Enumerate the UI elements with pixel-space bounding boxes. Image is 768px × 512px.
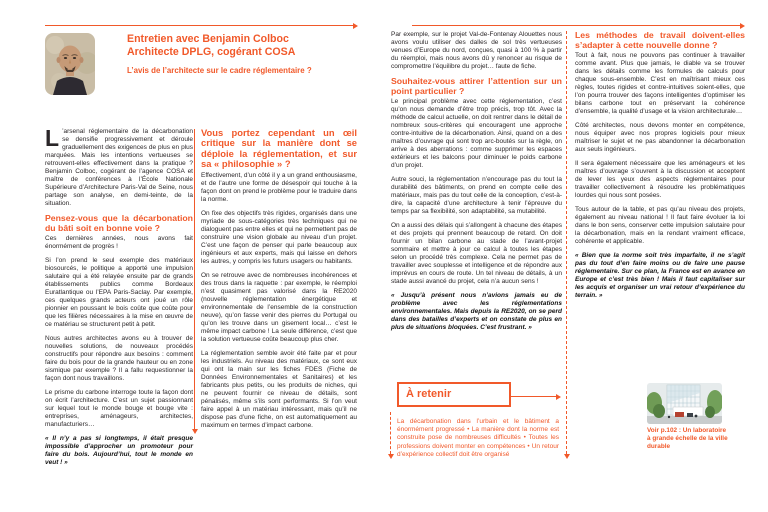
takeaway-connector-line: [510, 396, 556, 397]
question-heading: Les méthodes de travail doivent-elles s’adapter à cette nouvelle donne ?: [575, 30, 745, 50]
title-line1: Entretien avec Benjamin Colboc: [127, 33, 289, 45]
header-rule-left: [45, 25, 353, 26]
arrow-right-icon: [556, 394, 561, 400]
building-photo: [647, 383, 722, 424]
paragraph: Il sera également nécessaire que les aménageurs et les maîtres d’ouvrage s’ouvrent à la discussion et acceptent de lever les yeux des aspects réglementaires pour travailler collectivement à résoudre les problématiques lourdes qui nous sont posées.: [575, 160, 745, 200]
question-heading: Vous portez cependant un œil critique sur la manière dont se déploie la réglementation, et sur sa « philosophie » ?: [201, 127, 357, 170]
column-3: [391, 31, 562, 338]
arrow-down-icon: [564, 454, 570, 459]
pull-quote: « Bien que la norme soit très imparfaite, il ne s’agit pas du tout d’en faire moins ou de faire une pause réglementaire. Sur ce plan, la France est en avance en Europe et c’est très bien ! Mais il faut capitaliser sur les acquis et organiser un vrai retour d’expérience du terrain. »: [575, 252, 745, 300]
building-illustration: [647, 383, 722, 424]
column-1: [45, 125, 193, 473]
title-line2: Architecte DPLG, cogérant COSA: [127, 45, 296, 58]
question-heading: Souhaitez-vous attirer l’attention sur un point particulier ?: [391, 76, 562, 96]
arrow-down-icon: [192, 429, 198, 434]
takeaway-left-dashed-line: [390, 412, 391, 454]
dropcap: L: [45, 125, 60, 151]
column-4: [575, 31, 745, 306]
paragraph: On fixe des objectifs très rigides, organisés dans une myriade de sous-catégories très techniques qui ne dialoguent pas entre elles et qui ne permettent pas de construire une vision globale au niveau d’un projet. C’est une façon de penser qui parle beaucoup aux ingénieurs et aux experts, mais qui laisse en dehors les autres, y compris les futurs usagers ou habitants.: [201, 209, 357, 265]
portrait-photo: [45, 33, 95, 95]
key-takeaways-title: À retenir: [406, 388, 452, 400]
question-heading: Pensez-vous que la décarbonation du bâti soit en bonne voie ?: [45, 213, 193, 233]
pull-quote: « Jusqu’à présent nous n’avions jamais eu de problème avec les réglementations environnementales. Mais depuis la RE2020, on se perd dans des batailles d’experts et on constate de plus en plus de situations bloquées. C’est frustrant. »: [391, 292, 562, 332]
column-divider-dashed-line: [566, 31, 567, 454]
portrait-illustration: [45, 33, 95, 95]
paragraph: Tous autour de la table, et pas qu’au niveau des projets, également au niveau national ! Il faut faire évoluer la loi dans le bon sens, conserver cette impulsion salutaire pour la décarbonation, mais en la rendant vraiment efficace, cohérente et applicable.: [575, 206, 745, 246]
paragraph: Le principal problème avec cette réglementation, c’est qu’on nous demande d’être trop précis, trop tôt. Avec la méthode de calcul actuelle, on doit rentrer dans le détail de nombreux sous-critères qui encouragent une approche contre-intuitive de la décarbonation. Ainsi, quand on a des maîtres d’ouvrage qui sont trop arc-boutés sur la règle, on arrive à des aberrations : comme supprimer les espaces extérieurs et les balcons pour diminuer le poids carbone d’un projet.: [391, 98, 562, 170]
page-subtitle: L’avis de l’architecte sur le cadre réglementaire ?: [127, 66, 312, 75]
paragraph: Tout à fait, nous ne pouvons pas continuer à travailler comme avant. Plus que jamais, le diable va se trouver dans les détails comme les formules de calculs pour chaque sous-ensemble. C’est en maîtrisant mieux ces règles, toutes rigides et contre-intuitives soient-elles, que l’on pourra trouver des façons intelligentes d’optimiser les bilans carbone tout en préservant la cohérence d’ensemble, la qualité d’usage et la vision architecturale…: [575, 52, 745, 116]
arrow-right-icon: [353, 23, 358, 29]
key-takeaways-box: [397, 382, 511, 407]
column-2: [201, 128, 357, 436]
key-takeaways-text: La décarbonation dans l’urbain et le bâtiment a énormément progressé • La manière dont la norme est construite pose de nombreuses difficultés • Toutes les professions doivent monter en compétences • Un retour d’expérience collectif doit être organisé: [397, 418, 559, 458]
arrow-right-icon: [740, 23, 745, 29]
paragraph: Par exemple, sur le projet Val-de-Fontenay Alouettes nous avons voulu utiliser des dalles de sol très vertueuses venues d’Europe du nord, conçues, quasi à 100 % à partir du réemploi, mais nous avons dû y renoncer au risque de compromettre l’équilibre du projet… faute de fiche.: [391, 31, 562, 70]
paragraph: Ces dernières années, nous avons fait énormément de progrès !: [45, 235, 193, 251]
paragraph: Autre souci, la réglementation n’encourage pas du tout la durabilité des bâtiments, on prend en compte celle des matériaux, mais pas du tout celle de la conception, c’est-à-dire, la capacité d’une architecture à tenir l’épreuve du temps par sa flexibilité, son adaptabilité, sa mutabilité.: [391, 176, 562, 216]
paragraph: Effectivement, d’un côté il y a un grand enthousiasme, et de l’autre une forme de désespoir qui touche à la façon dont on prend le problème pour le traduire dans la norme.: [201, 171, 357, 203]
paragraph: Nous autres architectes avons eu à trouver de nouvelles solutions, de nouveaux procédés constructifs pour répondre aux besoins : comment faire du bois pour de la grande hauteur ou en zone sismique par exemple ? Il a fallu requestionner la façon dont nous travaillons.: [45, 335, 193, 383]
arrow-down-icon: [388, 454, 394, 459]
header-rule-right: [412, 25, 740, 26]
paragraph: On a aussi des délais qui s’allongent à chacune des étapes et des projets qui prennent beaucoup de retard. On doit fournir un bilan carbone au stade de l’avant-projet sommaire et mettre à jour ce calcul à toutes les étapes selon un procédé très complexe. Cela ne permet pas de travailler avec souplesse et intelligence et de répondre aux imprévus en cours de route. Un tel niveau de détails, à un stade aussi avancé du projet, cela n’a aucun sens !: [391, 222, 562, 286]
intro-paragraph: [45, 125, 193, 208]
paragraph: On se retrouve avec de nombreuses incohérences et des trous dans la raquette : par exemple, le réemploi n’est quasiment pas valorisé dans la RE2020 (nouvelle réglementation énergétique et environnementale de l’ensemble de la construction neuve), qu’on fasse venir des pierres du Portugal ou qu’on les trouve dans un gisement local… c’est le même impact carbone ! La seule différence, c’est que la solution vertueuse coûte beaucoup plus cher.: [201, 271, 357, 343]
paragraph: Le prisme du carbone interroge toute la façon dont on écrit l’architecture. C’est un sujet passionnant sur lequel tout le monde bouge et bouge vite : entreprises, aménageurs, architectes, manufacturiers…: [45, 389, 193, 429]
intro-text: ’arsenal réglementaire de la décarbonation se densifie progressivement et déroule graduellement des exigences de plus en plus marquées. Mais les intentions vertueuses se retrouvent-elles effectivement dans la pratique ? Benjamin Colboc, cogérant de l’agence COSA et maître de conférences à l’École Nationale Supérieure d’Architecture Paris-Val de Seine, nous partage son analyse, en demi-teinte, de la situation.: [45, 128, 193, 207]
paragraph: La réglementation semble avoir été faite par et pour les industriels. Au niveau des matériaux, ce sont eux qui ont la main sur les fiches FDES (Fiche de Données Environnementales et Sanitaires) et les fabricants plus petits, ou les produits de niches, qui ne peuvent fournir ce niveau de détails, sont pénalisés, même s’ils sont performants. Si l’on veut faire appel à un matériau intéressant, mais qu’il ne dispose pas d’une fiche, on est automatiquement au maximum en termes d’impact carbone.: [201, 349, 357, 429]
page-title: [127, 33, 367, 58]
paragraph: Si l’on prend le seul exemple des matériaux biosourcés, le politique a apporté une impulsion salutaire qui a été relayée ensuite par de grands établissements publics comme Bordeaux Euratlantique ou l’EPA Paris-Saclay. Par exemple, ces quelques grands acteurs ont joué un rôle pionnier en poussant le bois coûte que coûte pour que les filières nécessaires à la mise en œuvre de ce matériau se structurent petit à petit.: [45, 257, 193, 329]
paragraph: Côté architectes, nous devons monter en compétence, nous équiper avec nos propres logiciels pour mieux maîtriser le sujet et ne pas abandonner la décarbonation aux seuls ingénieurs.: [575, 122, 745, 154]
figure-caption: Voir p.102 : Un laboratoire à grande échelle de la ville durable: [647, 427, 728, 450]
column-divider-line: [194, 129, 195, 429]
pull-quote: « Il n’y a pas si longtemps, il était presque impossible d’approcher un promoteur pour faire du bois. Aujourd’hui, tout le monde en veut ! »: [45, 435, 193, 467]
